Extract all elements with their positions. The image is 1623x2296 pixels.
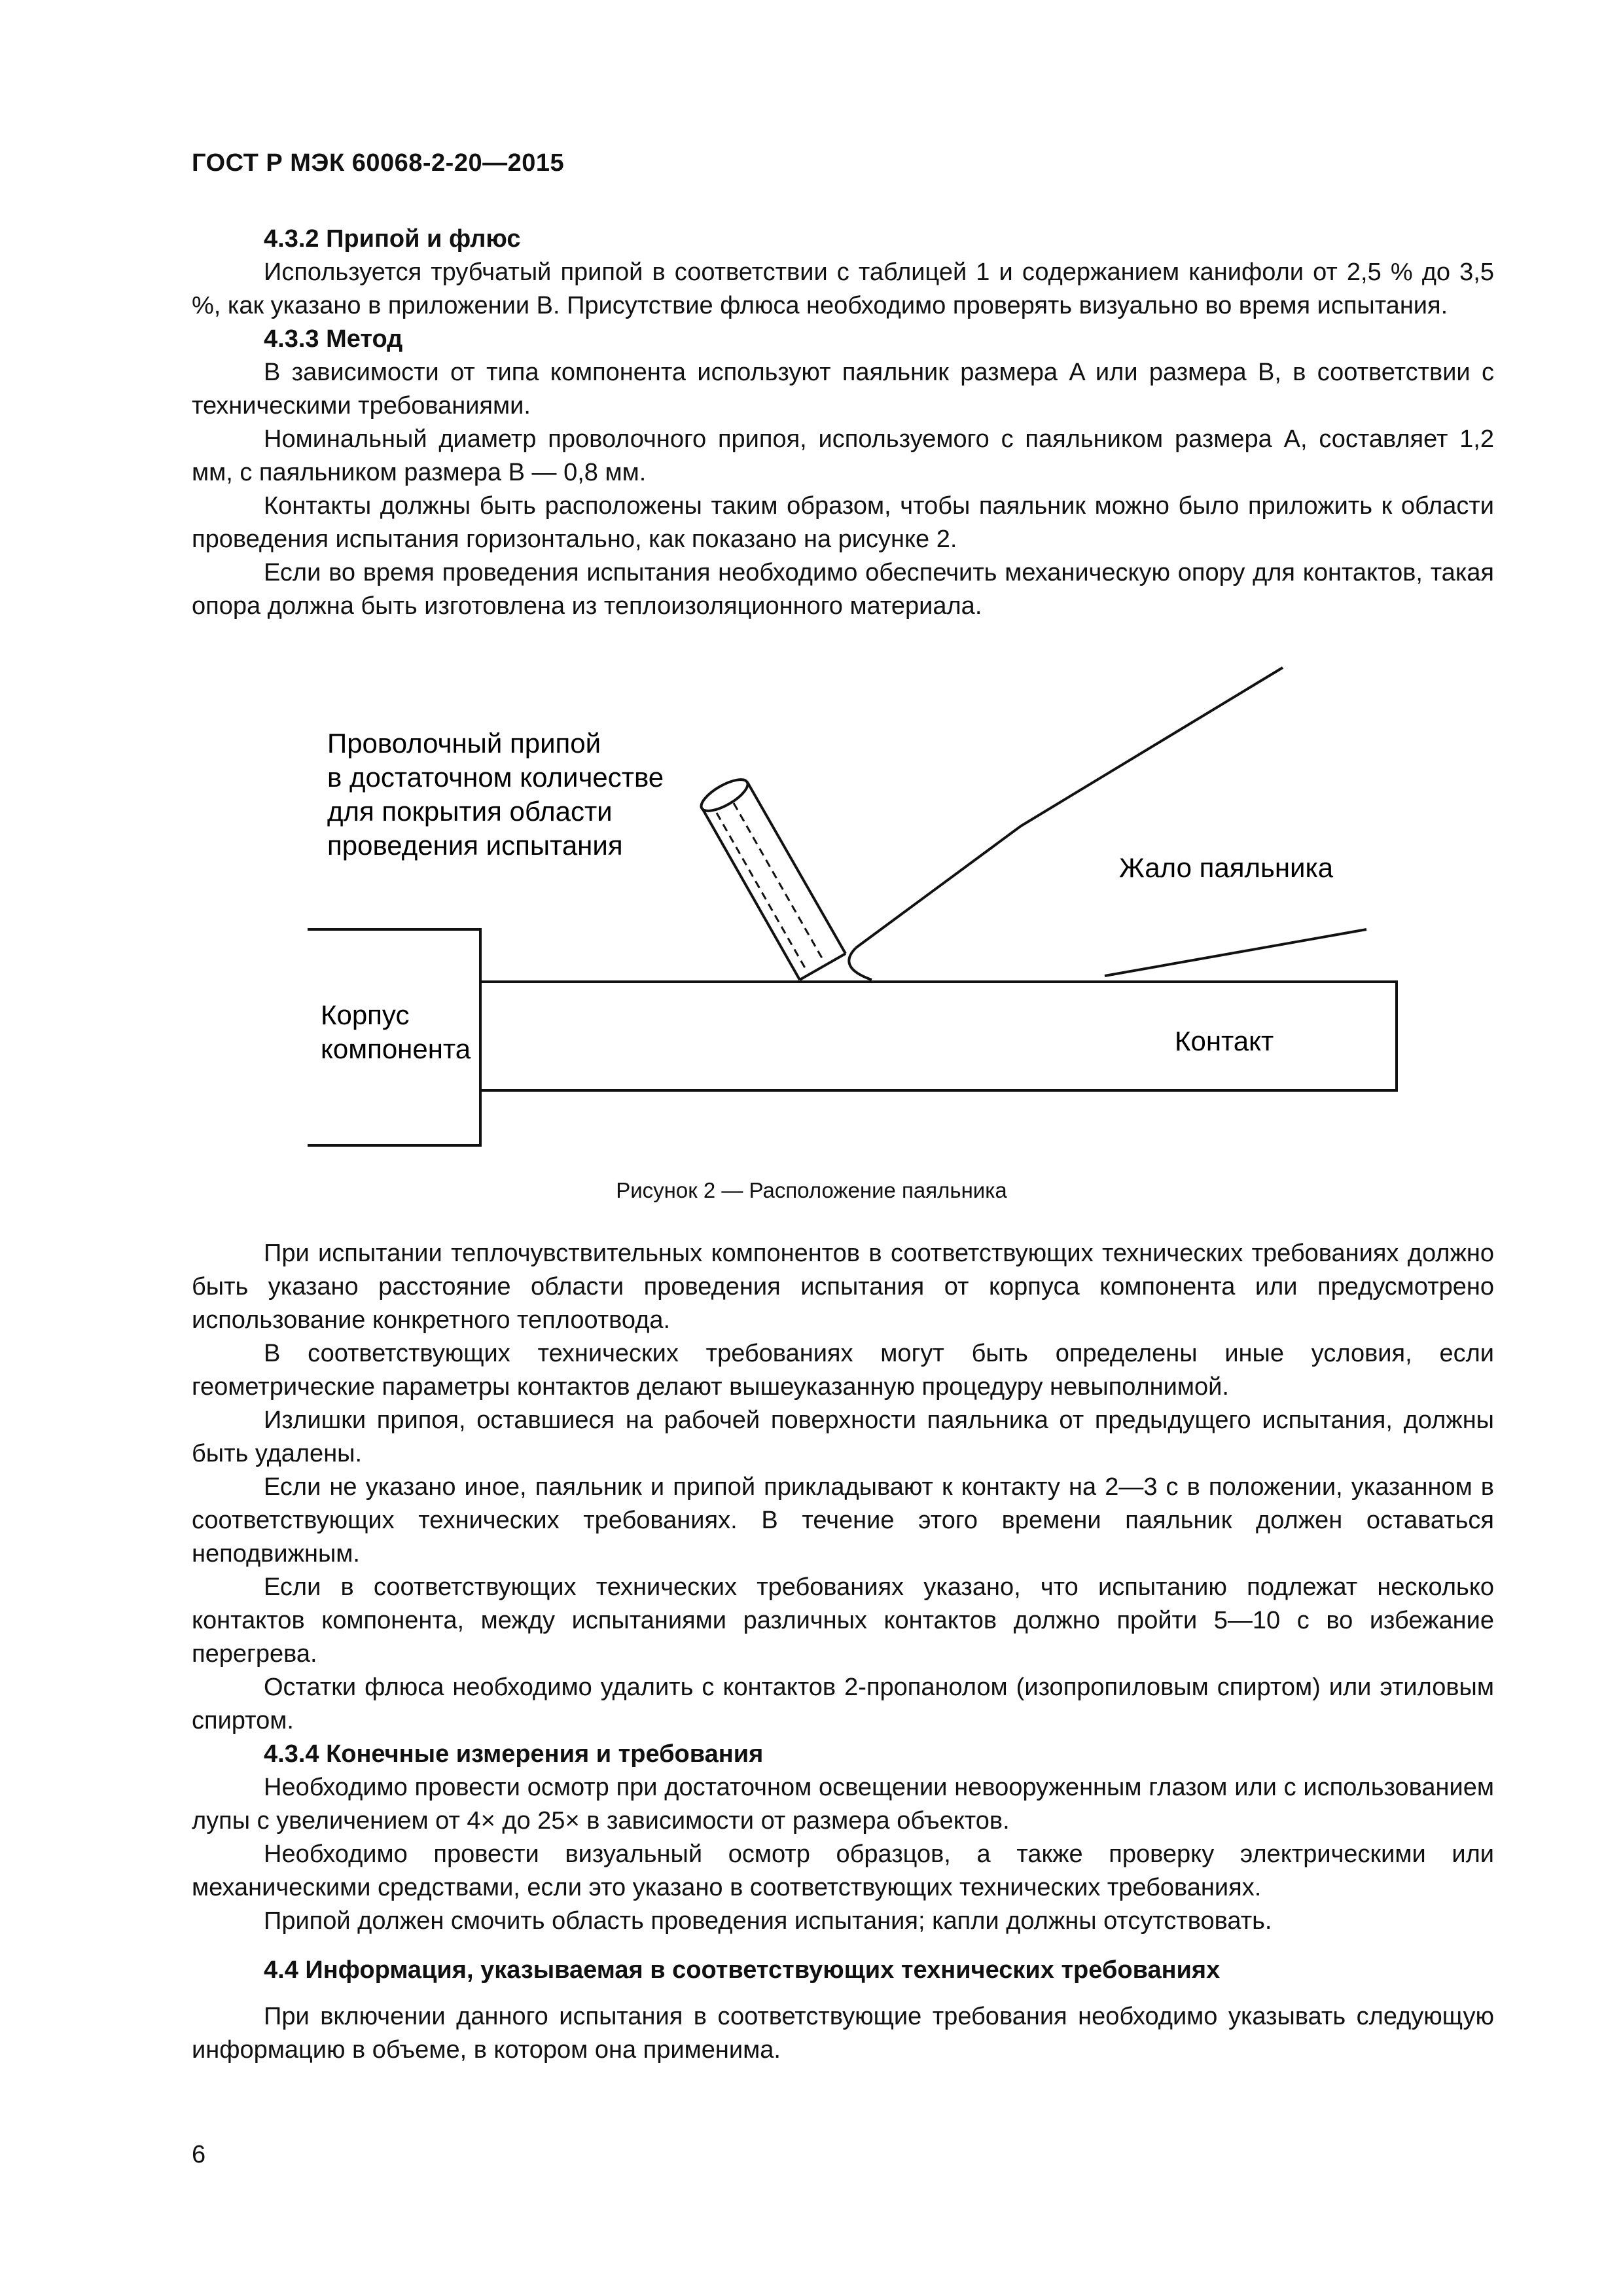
section-heading-4-3-3: 4.3.3 Метод: [264, 325, 403, 353]
paragraph-other-conditions: В соответствующих технических требованиях могут быть определены иные условия, если геометрические параметры контактов делают вышеуказанную процедуру невыполнимой.: [192, 1340, 1494, 1401]
section-heading-4-4: 4.4 Информация, указываемая в соответствующих технических требованиях: [264, 1956, 1221, 1984]
paragraph-mechanical-support: Если во время проведения испытания необходимо обеспечить механическую опору для контактов, такая опора должна быть изготовлена из теплоизоляционного материала.: [192, 559, 1494, 620]
solder-wire-right-edge: [747, 782, 846, 954]
iron-tip-label: Жало паяльника: [1119, 852, 1334, 883]
component-body-label-line-2: компонента: [321, 1033, 471, 1064]
paragraph-apply-time: Если не указано иное, паяльник и припой прикладывают к контакту на 2—3 с в положении, указанном в соответствующих технических требованиях. В течение этого времени паяльник должен оставаться неподвижным.: [192, 1473, 1494, 1568]
figure-diagram: [308, 661, 1420, 1165]
paragraph-solder-flux: Используется трубчатый припой в соответствии с таблицей 1 и содержанием канифоли от 2,5 % до 3,5 %, как указано в приложении B. Присутствие флюса необходимо проверять визуально во время испытания.: [192, 259, 1494, 319]
solder-label-line-2: в достаточном количестве: [327, 762, 664, 793]
paragraph-excess-solder: Излишки припоя, оставшиеся на рабочей поверхности паяльника от предыдущего испытания, должны быть удалены.: [192, 1407, 1494, 1467]
paragraph-wire-diameter: Номинальный диаметр проволочного припоя, используемого с паяльником размера A, составляет 1,2 мм, с паяльником размера B — 0,8 мм.: [192, 425, 1494, 486]
contact-label: Контакт: [1175, 1026, 1274, 1056]
paragraph-contact-position: Контакты должны быть расположены таким образом, чтобы паяльник можно было приложить к области проведения испытания горизонтально, как показано на рисунке 2.: [192, 492, 1494, 553]
figure-soldering-iron-position: [308, 661, 1420, 1165]
iron-tip-upper-edge: [856, 668, 1283, 948]
top-text-section: [192, 223, 1494, 623]
paragraph-required-info: При включении данного испытания в соответствующие требования необходимо указывать следующую информацию в объеме, в котором она применима.: [192, 2003, 1494, 2064]
solder-blob: [849, 948, 872, 980]
paragraph-inspection-magnifier: Необходимо провести осмотр при достаточном освещении невооруженным глазом или с использованием лупы с увеличением от 4× до 25× в зависимости от размера объектов.: [192, 1774, 1494, 1835]
section-heading-4-3-2: 4.3.2 Припой и флюс: [264, 225, 521, 253]
paragraph-iron-size: В зависимости от типа компонента используют паяльник размера A или размера B, в соответствии с техническими требованиями.: [192, 359, 1494, 420]
solder-wire-bottom: [800, 954, 846, 980]
paragraph-visual-electrical-check: Необходимо провести визуальный осмотр образцов, а также проверку электрическими или механическими средствами, если это указано в соответствующих технических требованиях.: [192, 1840, 1494, 1901]
paragraph-flux-removal: Остатки флюса необходимо удалить с контактов 2-пропанолом (изопропиловым спиртом) или этиловым спиртом.: [192, 1674, 1494, 1734]
solder-wire-inner-line: [734, 803, 824, 961]
paragraph-heat-sensitive: При испытании теплочувствительных компонентов в соответствующих технических требованиях должно быть указано расстояние области проведения испытания от корпуса компонента или предусмотрено использование конкретного теплоотвода.: [192, 1240, 1494, 1334]
solder-label-line-1: Проволочный припой: [327, 728, 601, 759]
solder-wire-inner-line: [717, 813, 807, 971]
solder-wire-left-edge: [702, 808, 800, 980]
solder-label-line-4: проведения испытания: [327, 830, 623, 861]
figure-caption: Рисунок 2 — Расположение паяльника: [616, 1178, 1007, 1202]
page-number: 6: [192, 2141, 206, 2168]
component-body-label-line-1: Корпус: [321, 999, 410, 1030]
paragraph-multiple-contacts: Если в соответствующих технических требованиях указано, что испытанию подлежат несколько контактов компонента, между испытаниями различных контактов должно пройти 5—10 с во избежание перегрева.: [192, 1573, 1494, 1668]
document-standard-header: ГОСТ Р МЭК 60068-2-20—2015: [192, 149, 565, 177]
solder-wire-end: [697, 774, 752, 817]
section-heading-4-3-4: 4.3.4 Конечные измерения и требования: [264, 1740, 764, 1768]
solder-label-line-3: для покрытия области: [327, 796, 613, 827]
bottom-text-section: [192, 1237, 1494, 2067]
paragraph-wetting-requirement: Припой должен смочить область проведения испытания; капли должны отсутствовать.: [264, 1907, 1272, 1935]
iron-tip-lower-edge: [1105, 929, 1366, 976]
